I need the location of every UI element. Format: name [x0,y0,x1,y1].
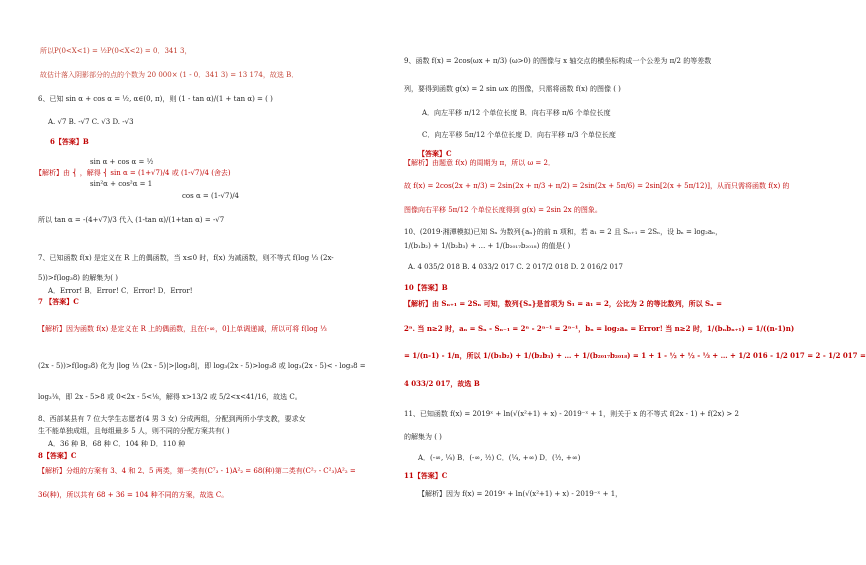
left-text-line: 故估计落入阴影部分的点的个数为 20 000× (1 - 0．341 3) = 13 174，故选 B． [40,71,299,79]
left-text-line: 5))>f(log₃8) 的解集为( ) [38,274,118,282]
right-text-line: 11、已知函数 f(x) = 2019ˣ + ln(√(x²+1) + x) - 2019⁻ˣ + 1，则关于 x 的不等式 f(2x - 1) + f(2x) > 2 [404,410,739,418]
right-text-line: 故 f(x) = 2cos(2x + π/3) = 2sin(2x + π/3 + π/2) = 2sin(2x + 5π/6) = 2sin[2(x + 5π/12)]，从而只需将函数 f(x) 的 [404,182,790,190]
left-text-line: 8、西部某县有 7 位大学生志愿者(4 男 3 女) 分成两组，分配到两所小学支教，要求女 [38,415,306,423]
left-text-line: log₃⅛，即 2x - 5>8 或 0<2x - 5<⅛，解得 x>13/2 或 5/2<x<41/16，故选 C。 [38,393,302,401]
right-text-line: 的解集为 ( ) [404,433,442,441]
left-text-line: 所以P(0<X<1) = ½P(0<X<2) = 0．341 3， [40,47,192,55]
left-text-line: sin²α + cos²α = 1 [90,180,153,188]
right-text-line: 2ⁿ. 当 n≥2 时，aₙ = Sₙ - Sₙ₋₁ = 2ⁿ - 2ⁿ⁻¹ = 2ⁿ⁻¹，bₙ = log₂aₙ = Error! 当 n≥2 时，1/(bₙbₙ₊₁) = 1/((n-1)n) [404,324,795,333]
right-text-line: A．向左平移 π/12 个单位长度 B．向右平移 π/6 个单位长度 [422,109,611,117]
right-text-line: 9、函数 f(x) = 2cos(ωx + π/3) (ω>0) 的图像与 x 轴交点的横坐标构成一个公差为 π/2 的等差数 [404,57,712,65]
left-text-line: (2x - 5))>f(log₃8) 化为 |log ⅓ (2x - 5)|>|log₃8|，即 log₃(2x - 5)>log₃8 或 log₃(2x - 5)< - log₃8 = [38,362,366,370]
right-text-line: C．向左平移 5π/12 个单位长度 D．向右平移 π/3 个单位长度 [422,131,616,139]
left-text-line: sin α + cos α = ½ [90,158,154,166]
left-text-line: 7 【答案】C [38,297,79,306]
right-text-line: 【解析】由题意 f(x) 的周期为 π，所以 ω = 2． [404,159,555,167]
right-text-line: A．(-∞, ¼) B．(-∞, ½) C．(¼, +∞) D．(½, +∞) [418,454,581,462]
left-text-line: A. √7 B. -√7 C. √3 D. -√3 [48,118,134,126]
right-text-line: 列，要得到函数 g(x) = 2 sin ωx 的图像，只需将函数 f(x) 的图像 ( ) [404,85,621,93]
right-text-line: 10【答案】B [404,283,448,292]
left-text-line: 6【答案】B [50,137,89,146]
right-text-line: 【答案】C [418,149,452,158]
left-text-line: 【解析】由 ⎨ ，解得 ⎨ sin α = (1+√7)/4 或 (1-√7)/4 (舍去) [35,169,231,177]
right-text-line: 1/(b₁b₂) + 1/(b₂b₃) + … + 1/(b₂₀₁₇b₂₀₁₈) 的值是( ) [404,242,571,250]
right-text-line: 图像向右平移 5π/12 个单位长度得到 g(x) = 2sin 2x 的图象。 [404,206,602,214]
left-column [10,0,386,565]
left-text-line: 6、已知 sin α + cos α = ½, α∈(0, π)，则 (1 - tan α)/(1 + tan α) = ( ) [38,95,273,103]
right-text-line: 【解析】因为 f(x) = 2019ˣ + ln(√(x²+1) + x) - 2019⁻ˣ + 1， [418,490,623,498]
right-text-line: A. 4 035/2 018 B. 4 033/2 017 C. 2 017/2 018 D. 2 016/2 017 [408,263,623,271]
right-column [404,0,866,565]
left-text-line: 【解析】分组的方案有 3、4 和 2、5 两类，第一类有(C⁷₃ - 1)A²₂ = 68(种)第二类有(C²₇ - C²₃)A²₂ = [38,467,356,475]
right-text-line: 10、(2019·湘潭模拟)已知 Sₙ 为数列{aₙ}的前 n 项和，若 a₁ = 2 且 Sₙ₊₁ = 2Sₙ，设 bₙ = log₂aₙ， [404,228,723,236]
left-text-line: 36(种)，所以共有 68 + 36 = 104 种不同的方案，故选 C。 [38,491,229,499]
left-text-line: 生不能单独成组，且每组最多 5 人，则不同的分配方案共有( ) [38,427,230,435]
left-text-line: 所以 tan α = -(4+√7)/3 代入 (1-tan α)/(1+tan α) = -√7 [38,216,225,224]
left-text-line: A．Error! B．Error! C．Error! D．Error! [48,287,193,295]
left-text-line: 【解析】因为函数 f(x) 是定义在 R 上的偶函数，且在(-∞，0]上单调递减，所以可将 f(log ⅓ [38,325,327,333]
left-text-line: 7、已知函数 f(x) 是定义在 R 上的偶函数，当 x≤0 时，f(x) 为减函数，则不等式 f(log ⅓ (2x- [38,254,334,262]
right-text-line: 【解析】由 Sₙ₊₁ = 2Sₙ 可知，数列{Sₙ}是首项为 S₁ = a₁ = 2，公比为 2 的等比数列，所以 Sₙ = [404,299,722,308]
right-text-line: = 1/(n-1) - 1/n，所以 1/(b₁b₂) + 1/(b₂b₃) + … + 1/(b₂₀₁₇b₂₀₁₈) = 1 + 1 - ½ + ½ - ⅓ + … + 1/2 016 - 1/2 017 = 2 - 1/2 017 = [404,351,866,360]
left-text-line: 8【答案】C [38,451,77,460]
left-text-line: cos α = (1-√7)/4 [182,192,240,200]
left-text-line: A．36 种 B．68 种 C．104 种 D．110 种 [48,440,186,448]
right-text-line: 11【答案】C [404,471,448,480]
right-text-line: 4 033/2 017，故选 B [404,379,480,388]
